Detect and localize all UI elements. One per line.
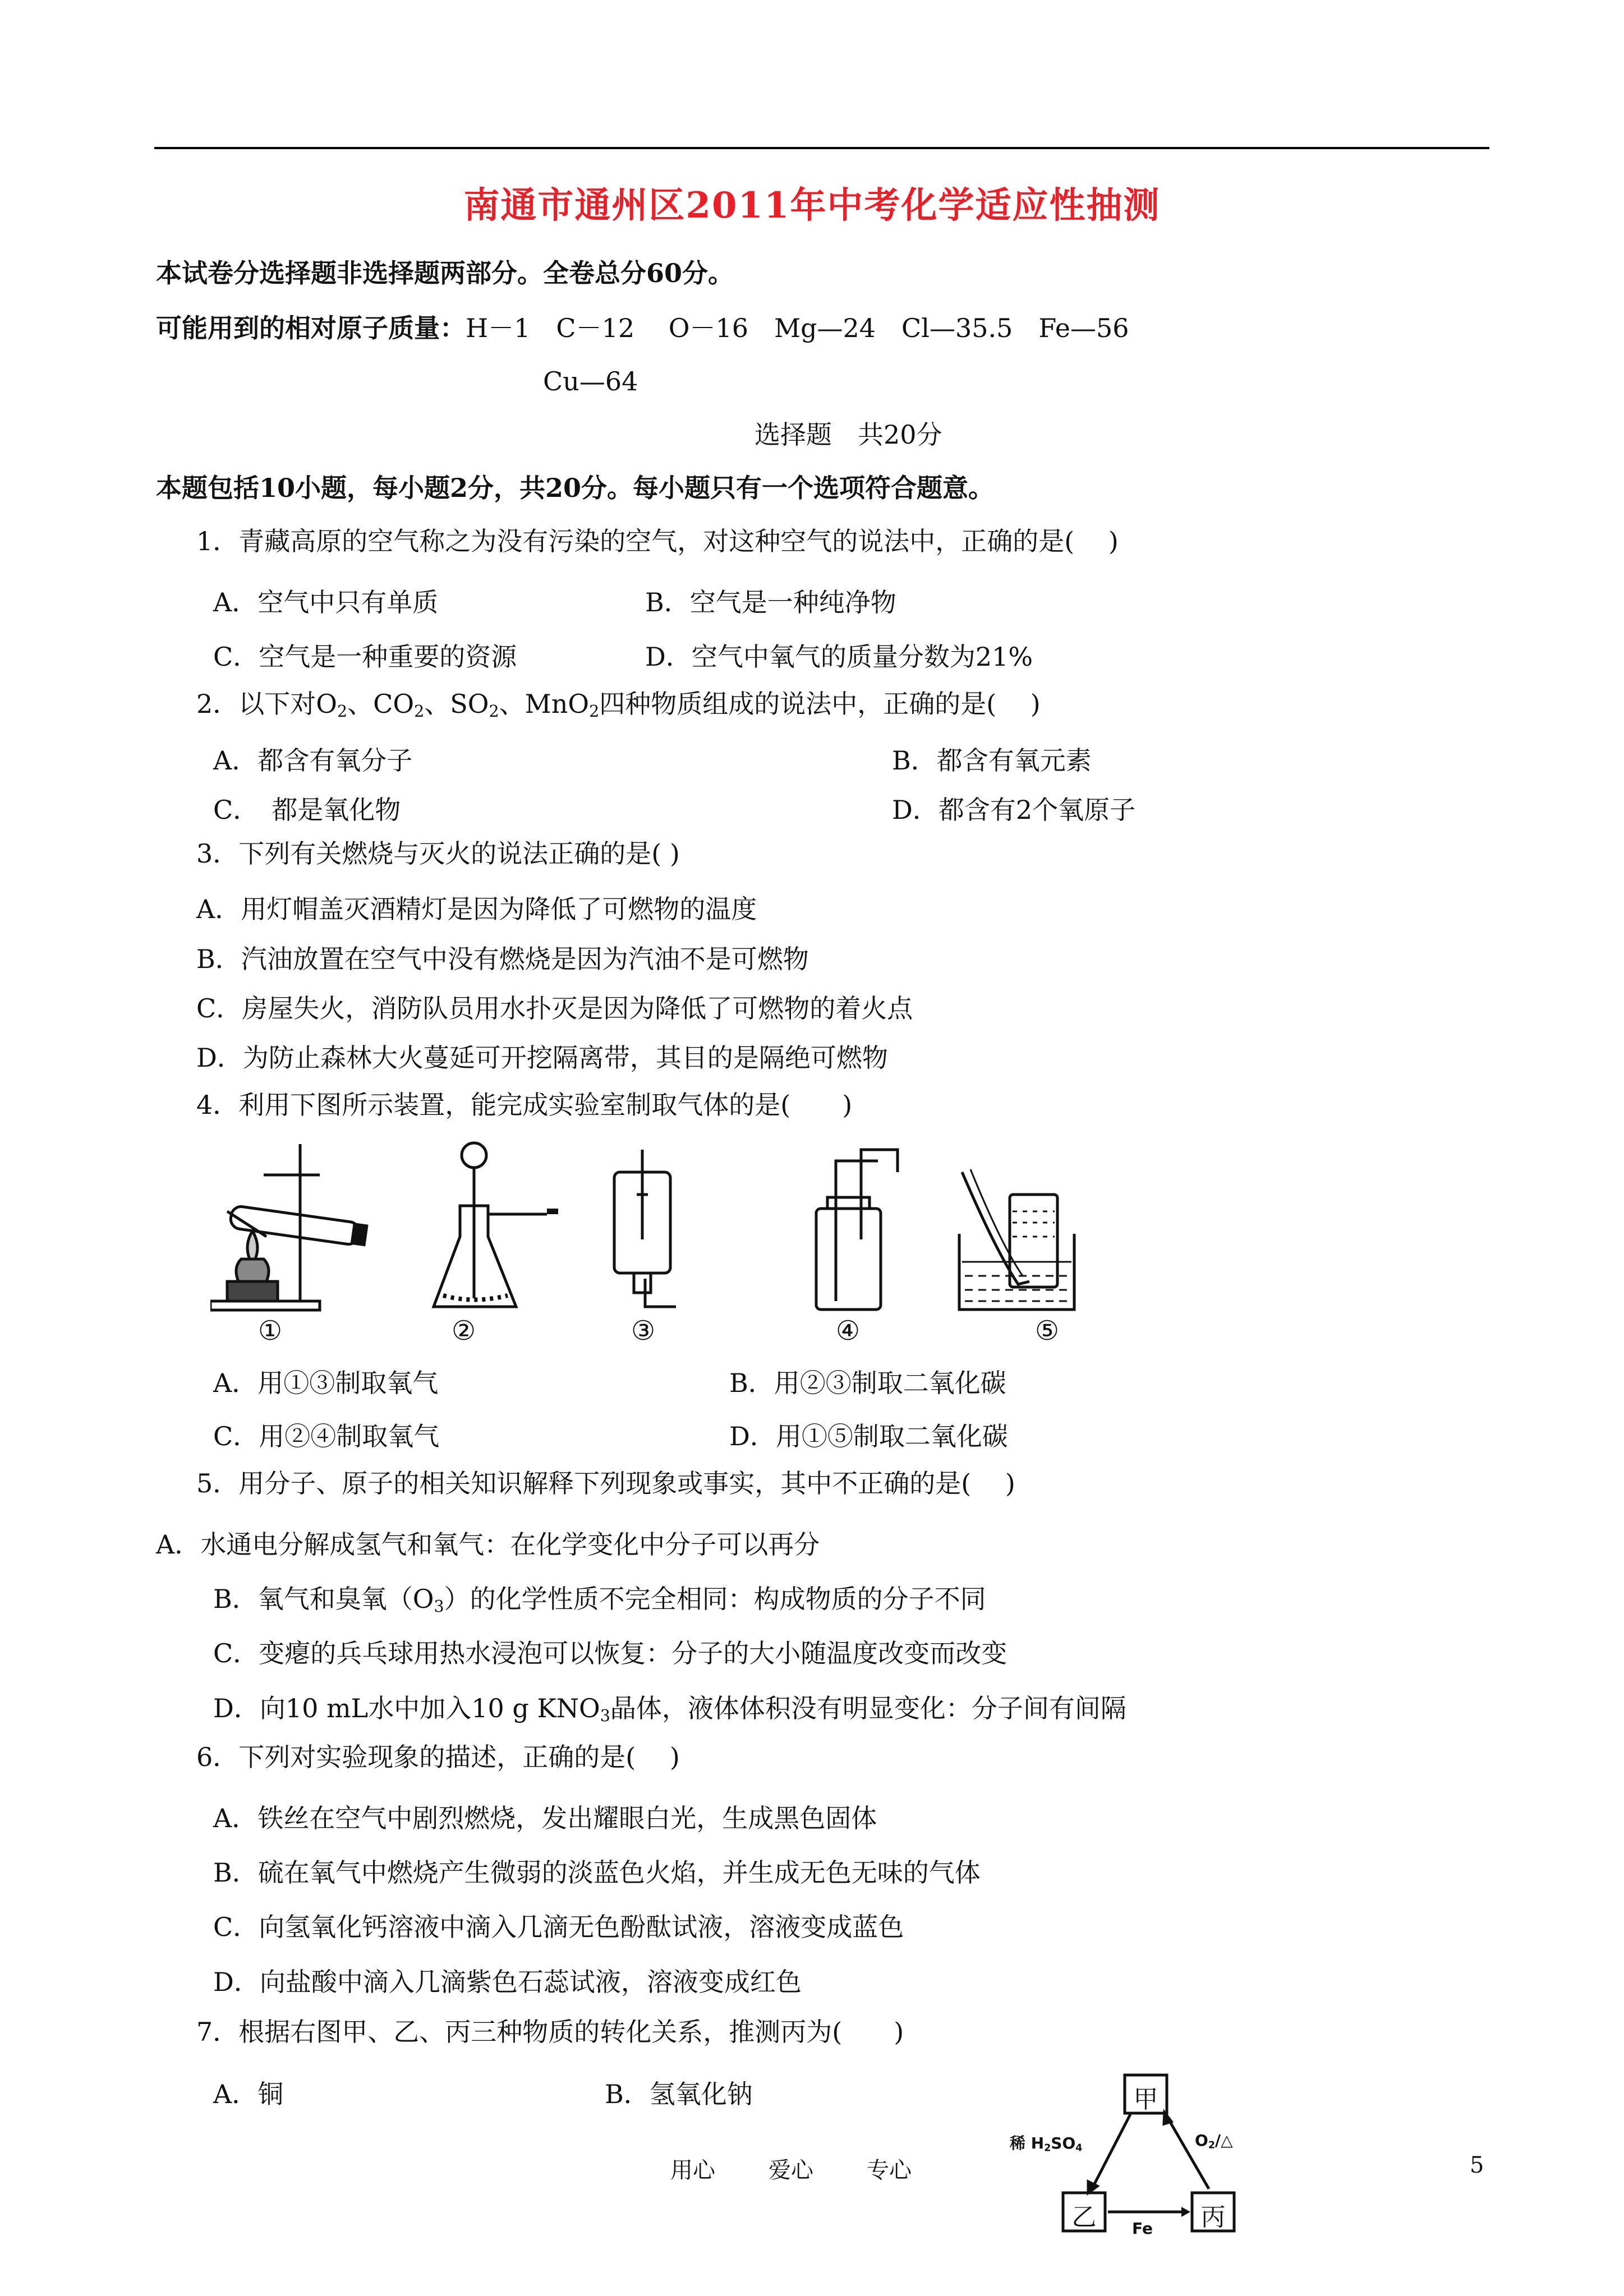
subscript: 4 (1075, 2142, 1083, 2154)
question-2-option-a: A．都含有氧分子 (213, 745, 413, 776)
subscript: 3 (434, 1597, 444, 1616)
node-jia: 甲 (1133, 2085, 1158, 2114)
apparatus-5-water-trough (959, 1169, 1074, 1310)
question-6-option-a: A．铁丝在空气中剧烈燃烧，发出耀眼白光，生成黑色固体 (213, 1803, 877, 1833)
question-1-option-d: D．空气中氧气的质量分数为21% (645, 642, 1033, 672)
section-title: 选择题 共20分 (755, 419, 942, 450)
question-6-option-c: C．向氢氧化钙溶液中滴入几滴无色酚酞试液，溶液变成蓝色 (213, 1912, 904, 1942)
atomic-masses-label: 可能用到的相对原子质量： (156, 313, 466, 343)
q2-stem-post: 四种物质组成的说法中，正确的是( ) (599, 689, 1041, 719)
question-3-option-c: C．房屋失火，消防队员用水扑灭是因为降低了可燃物的着火点 (196, 993, 913, 1023)
conversion-diagram (1010, 2072, 1268, 2240)
subscript: 2 (414, 702, 425, 721)
formula-so2: SO (450, 689, 489, 719)
q5-d-pre: D．向10 mL水中加入10 g KNO (213, 1693, 600, 1723)
question-1-option-b: B．空气是一种纯净物 (645, 587, 896, 617)
exam-intro: 本试卷分选择题非选择题两部分。全卷总分60分。 (156, 258, 734, 288)
apparatus-4-wash-bottle (816, 1150, 898, 1310)
arrow-label-fe: Fe (1132, 2219, 1153, 2238)
apparatus-label-4: ④ (836, 1315, 861, 1347)
separator: 、 (424, 689, 450, 719)
label-part: SO (1051, 2134, 1076, 2152)
question-1-option-c: C．空气是一种重要的资源 (213, 642, 517, 672)
question-4-option-a: A．用①③制取氧气 (213, 1368, 439, 1398)
apparatus-1-heating (210, 1144, 367, 1310)
question-7-stem: 7．根据右图甲、乙、丙三种物质的转化关系，推测丙为( ) (196, 2017, 904, 2047)
atomic-masses-values: H－1 C－12 O－16 Mg—24 Cl—35.5 Fe—56 (466, 313, 1129, 343)
question-4-option-c: C．用②④制取氧气 (213, 1421, 440, 1451)
arrow-label-o2-heat (1195, 2131, 1233, 2151)
question-1-option-a: A．空气中只有单质 (213, 587, 439, 617)
section-instructions: 本题包括10小题，每小题2分，共20分。每小题只有一个选项符合题意。 (156, 473, 995, 503)
separator: 、 (347, 689, 374, 719)
question-7-option-b: B．氢氧化钠 (605, 2079, 753, 2109)
apparatus-3-inverted-bottle (614, 1150, 676, 1307)
separator: 、 (499, 689, 525, 719)
formula-o2: O (316, 689, 337, 719)
q5-b-post: ）的化学性质不完全相同：构成物质的分子不同 (444, 1584, 986, 1614)
subscript: 2 (489, 702, 499, 721)
q5-b-pre: B．氧气和臭氧（O (213, 1584, 434, 1614)
page-title: 南通市通州区2011年中考化学适应性抽测 (463, 185, 1161, 227)
subscript: 2 (1044, 2142, 1051, 2154)
question-5-option-d (213, 1688, 1126, 1725)
label-part: /△ (1214, 2131, 1233, 2150)
subscript: 3 (600, 1707, 610, 1726)
question-2-option-c: C． 都是氧化物 (213, 795, 401, 825)
subscript: 2 (589, 702, 600, 721)
apparatus-label-2: ② (452, 1315, 476, 1347)
apparatus-label-3: ③ (631, 1315, 656, 1347)
question-1-stem: 1．青藏高原的空气称之为没有污染的空气，对这种空气的说法中，正确的是( ) (196, 526, 1119, 556)
question-4-stem: 4．利用下图所示装置，能完成实验室制取气体的是( ) (196, 1090, 853, 1120)
q2-stem-pre: 2．以下对 (196, 689, 316, 719)
question-4-option-d: D．用①⑤制取二氧化碳 (729, 1421, 1008, 1451)
node-bing: 丙 (1200, 2203, 1226, 2232)
question-3-option-d: D．为防止森林大火蔓延可开挖隔离带，其目的是隔绝可燃物 (196, 1043, 888, 1073)
node-yi: 乙 (1071, 2203, 1097, 2232)
atomic-masses-cont: Cu—64 (543, 366, 638, 397)
apparatus-label-5: ⑤ (1035, 1315, 1060, 1347)
footer-slogan-1: 用心 (670, 2157, 715, 2183)
question-2-option-b: B．都含有氧元素 (892, 745, 1092, 776)
question-3-stem: 3．下列有关燃烧与灭火的说法正确的是( ) (196, 838, 680, 869)
question-6-option-d: D．向盐酸中滴入几滴紫色石蕊试液，溶液变成红色 (213, 1967, 802, 1997)
question-5-option-b (213, 1579, 986, 1616)
page-number: 5 (1470, 2152, 1484, 2178)
question-5-option-a: A．水通电分解成氢气和氧气：在化学变化中分子可以再分 (156, 1529, 820, 1560)
header-rule (154, 147, 1489, 149)
lab-apparatus-figure (210, 1138, 1338, 1324)
question-4-option-b: B．用②③制取二氧化碳 (729, 1368, 1006, 1398)
q5-d-post: 晶体，液体体积没有明显变化：分子间有间隔 (610, 1693, 1126, 1723)
subscript: 2 (337, 702, 348, 721)
question-6-option-b: B．硫在氧气中燃烧产生微弱的淡蓝色火焰，并生成无色无味的气体 (213, 1857, 981, 1888)
footer-slogan-3: 专心 (867, 2157, 912, 2183)
question-6-stem: 6．下列对实验现象的描述，正确的是( ) (196, 1742, 680, 1772)
question-7-option-a: A．铜 (213, 2079, 284, 2109)
question-3-option-a: A．用灯帽盖灭酒精灯是因为降低了可燃物的温度 (196, 894, 757, 924)
formula-co2: CO (373, 689, 415, 719)
footer-slogan-2: 爱心 (769, 2157, 813, 2183)
question-3-option-b: B．汽油放置在空气中没有燃烧是因为汽油不是可燃物 (196, 944, 809, 974)
label-part: O (1195, 2131, 1208, 2150)
question-2-option-d: D．都含有2个氧原子 (892, 795, 1136, 825)
subscript: 2 (1208, 2140, 1215, 2151)
question-2-stem (196, 690, 1041, 720)
question-5-option-c: C．变瘪的兵乓球用热水浸泡可以恢复：分子的大小随温度改变而改变 (213, 1638, 1007, 1668)
formula-mno2: MnO (525, 689, 590, 719)
label-part: 稀 H (1010, 2134, 1045, 2152)
apparatus-label-1: ① (258, 1315, 283, 1347)
question-5-stem: 5．用分子、原子的相关知识解释下列现象或事实，其中不正确的是( ) (196, 1468, 1015, 1499)
arrow-label-dilute-h2so4 (1010, 2131, 1082, 2154)
apparatus-2-flask-funnel (434, 1143, 558, 1307)
atomic-masses-line (156, 314, 1129, 343)
